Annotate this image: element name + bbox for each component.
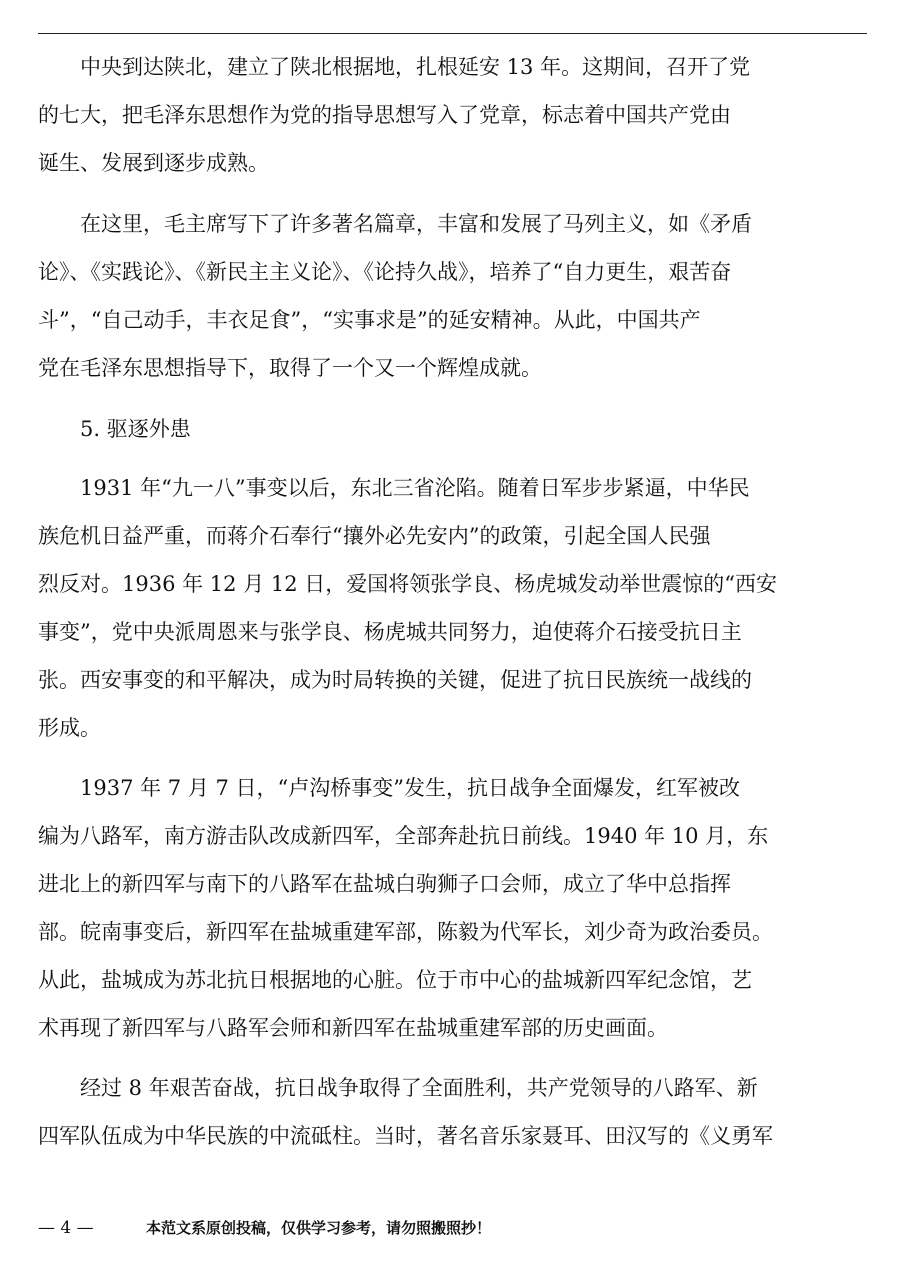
paragraph-4-line-2: 族危机日益严重，而蒋介石奉行“攘外必先安内”的政策，引起全国人民强 [38,524,711,548]
paragraph-5-line-6: 术再现了新四军与八路军会师和新四军在盐城重建军部的历史画面。 [38,1016,668,1040]
page-footer [38,1213,867,1243]
paragraph-1-line-3: 诞生、发展到逐步成熟。 [38,151,269,175]
paragraph-4-line-5: 张。西安事变的和平解决，成为时局转换的关键，促进了抗日民族统一战线的 [38,668,752,692]
header-rule [38,33,867,34]
paragraph-5-line-3: 进北上的新四军与南下的八路军在盐城白驹狮子口会师，成立了华中总指挥 [38,872,731,896]
paragraph-4-line-6: 形成。 [38,716,101,740]
paragraph-1-line-1: 中央到达陕北，建立了陕北根据地，扎根延安 13 年。这期间，召开了党 [38,55,751,79]
copyright-notice: 本范文系原创投稿，仅供学习参考，请勿照搬照抄！ [146,1219,492,1237]
paragraph-4-line-1: 1931 年“九一八”事变以后，东北三省沦陷。随着日军步步紧逼，中华民 [38,476,750,500]
paragraph-5-line-4: 部。皖南事变后，新四军在盐城重建军部，陈毅为代军长，刘少奇为政治委员。 [38,920,773,944]
paragraph-5-line-5: 从此，盐城成为苏北抗日根据地的心脏。位于市中心的盐城新四军纪念馆，艺 [38,968,752,992]
paragraph-2-line-3: 斗”，“自己动手，丰衣足食”，“实事求是”的延安精神。从此，中国共产 [38,308,701,332]
paragraph-2-line-2: 论》、《实践论》、《新民主主义论》、《论持久战》，培养了“自力更生，艰苦奋 [38,260,732,284]
paragraph-2-line-4: 党在毛泽东思想指导下，取得了一个又一个辉煌成就。 [38,356,542,380]
paragraph-2-line-1: 在这里，毛主席写下了许多著名篇章，丰富和发展了马列主义，如《矛盾 [38,212,752,236]
section-heading: 5. 驱逐外患 [38,417,191,441]
paragraph-4-line-4: 事变”，党中央派周恩来与张学良、杨虎城共同努力，迫使蒋介石接受抗日主 [38,620,742,644]
page-number: — 4 — [38,1218,94,1238]
paragraph-5-line-2: 编为八路军，南方游击队改成新四军，全部奔赴抗日前线。1940 年 10 月，东 [38,824,769,848]
paragraph-6-line-1: 经过 8 年艰苦奋战，抗日战争取得了全面胜利，共产党领导的八路军、新 [38,1076,758,1100]
paragraph-1-line-2: 的七大，把毛泽东思想作为党的指导思想写入了党章，标志着中国共产党由 [38,103,731,127]
paragraph-5-line-1: 1937 年 7 月 7 日，“卢沟桥事变”发生，抗日战争全面爆发，红军被改 [38,776,741,800]
paragraph-6-line-2: 四军队伍成为中华民族的中流砥柱。当时，著名音乐家聂耳、田汉写的《义勇军 [38,1124,773,1148]
paragraph-4-line-3: 烈反对。1936 年 12 月 12 日，爱国将领张学良、杨虎城发动举世震惊的“西安 [38,572,777,596]
